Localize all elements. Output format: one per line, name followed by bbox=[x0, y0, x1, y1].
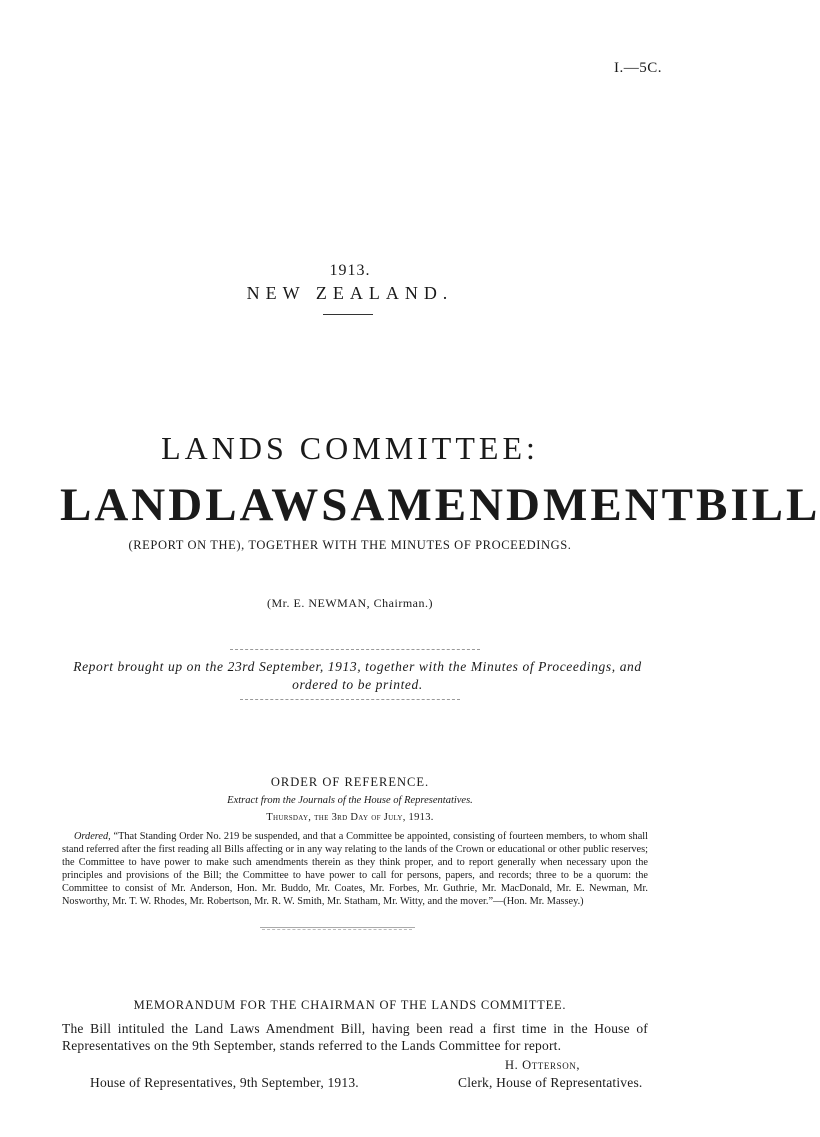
order-body-text: “That Standing Order No. 219 be suspended, and that a Committee be appointed, consisting of fourteen members, to whom shall stand referred after the first reading all Bills affecting or in any way relating to the lands of the Crown or educational or other public reserves; the Committee to have power to make such amendments therein as they think proper, and to report generally when necessary upon the principles and provisions of the Bill; the Committee to have power to call for persons, papers, and records; three to be a quorum: the Committee to consist of Mr. Anderson, Hon. Mr. Buddo, Mr. Coates, Mr. Forbes, Mr. Guthrie, Mr. MacDonald, Mr. E. Newman, Mr. Nosworthy, Mr. T. W. Rhodes, Mr. Robertson, Mr. R. W. Smith, Mr. Statham, Mr. Witty, and the mover.”—(Hon. Mr. Massey.) bbox=[62, 831, 648, 907]
ordered-label: Ordered, bbox=[74, 831, 111, 842]
bill-title-word: LAWS bbox=[205, 479, 351, 531]
memorandum-place-date: House of Representatives, 9th September, 1913. bbox=[90, 1075, 359, 1090]
committee-heading: LANDS COMMITTEE: bbox=[161, 430, 539, 466]
publication-year: 1913. bbox=[329, 262, 371, 279]
signatory-name: H. Otterson, bbox=[505, 1058, 581, 1072]
divider bbox=[240, 699, 460, 700]
divider bbox=[260, 927, 415, 928]
order-of-reference-heading: ORDER OF REFERENCE. bbox=[270, 775, 430, 789]
divider bbox=[262, 929, 412, 930]
country-heading: NEW ZEALAND. bbox=[246, 283, 454, 303]
bill-title-word: AMENDMENT bbox=[350, 479, 696, 531]
title-rule bbox=[323, 314, 373, 315]
bill-title-word: LAND bbox=[60, 479, 206, 531]
report-subtitle: (REPORT ON THE), TOGETHER WITH THE MINUTES OF PROCEEDINGS. bbox=[128, 538, 572, 552]
paper-number: I.—5C. bbox=[614, 60, 662, 76]
journal-extract-line: Extract from the Journals of the House of Representatives. bbox=[227, 795, 473, 806]
chairman-line: (Mr. E. NEWMAN, Chairman.) bbox=[267, 596, 433, 610]
signatory-title: Clerk, House of Representatives. bbox=[458, 1075, 643, 1090]
order-date-line: Thursday, the 3rd Day of July, 1913. bbox=[266, 812, 434, 823]
order-of-reference-body bbox=[62, 830, 648, 908]
memorandum-heading: MEMORANDUM FOR THE CHAIRMAN OF THE LANDS COMMITTEE. bbox=[133, 998, 567, 1012]
report-line: Report brought up on the 23rd September, 1913, together with the Minutes of Proceedings, and ordered to be printed. bbox=[73, 659, 642, 692]
bill-title bbox=[60, 478, 820, 532]
bill-title-word: BILL bbox=[695, 479, 820, 531]
divider bbox=[230, 649, 480, 650]
memorandum-body: The Bill intituled the Land Laws Amendment Bill, having been read a first time in the House of Representatives on the 9th September, stands referred to the Lands Committee for report. bbox=[62, 1021, 648, 1053]
